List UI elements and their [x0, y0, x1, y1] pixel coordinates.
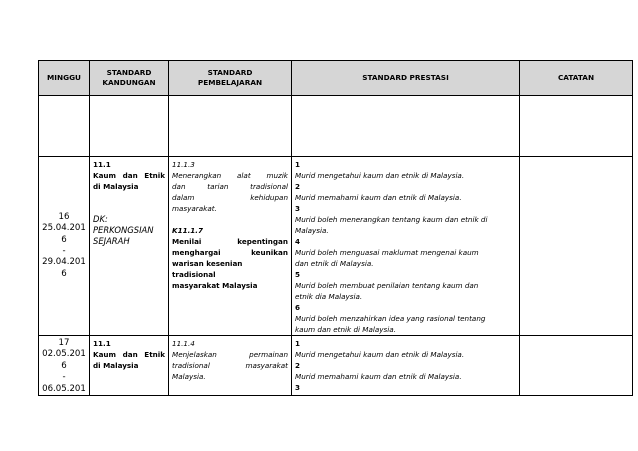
- week-17-line: 02.05.201: [42, 349, 86, 360]
- prestasi-desc: Murid mengetahui kaum dan etnik di Malaysia.: [295, 350, 465, 359]
- sk-title-word: Etnik: [144, 350, 165, 359]
- k-word: menghargai: [172, 248, 221, 257]
- header-sp-line-1: STANDARD: [207, 68, 253, 77]
- sp-cell-week-17: [169, 336, 292, 396]
- header-sk-line-2: KANDUNGAN: [102, 78, 156, 87]
- blank-cell-sp: [169, 96, 292, 157]
- week-16-line: 29.04.201: [42, 257, 86, 268]
- catatan-cell-week-16: [520, 157, 633, 336]
- sp-word: tradisional: [172, 361, 210, 370]
- sp-word: Menjelaskan: [172, 350, 217, 359]
- sp-word: Menerangkan: [172, 171, 222, 180]
- sp-word: muzik: [266, 171, 288, 180]
- sk-title-word: Etnik: [144, 171, 165, 180]
- header-standard-kandungan: [90, 61, 169, 96]
- prestasi-cell-week-16: [292, 157, 520, 336]
- prestasi-desc: etnik dia Malaysia.: [295, 292, 363, 301]
- prestasi-desc: Murid boleh menzahirkan idea yang rasional tentang: [295, 314, 486, 323]
- week-16-line: -: [62, 246, 66, 256]
- prestasi-desc: dan etnik di Malaysia.: [295, 259, 374, 268]
- prestasi-level: 3: [295, 383, 301, 392]
- prestasi-level: 6: [295, 303, 301, 312]
- sk-title-word: dan: [122, 350, 138, 359]
- rpt-sheet: [38, 60, 633, 396]
- sk-title-line-2: di Malaysia: [93, 361, 139, 370]
- header-sp-line-2: PEMBELAJARAN: [197, 78, 263, 87]
- week-17-line: -: [62, 372, 66, 383]
- header-sk-line-1: STANDARD: [106, 68, 152, 77]
- week-16-line: 16: [58, 211, 70, 222]
- sp-cell-week-16: [169, 157, 292, 336]
- rpt-table: [38, 60, 633, 396]
- blank-cell-sk: [90, 96, 169, 157]
- k-line: [172, 236, 288, 247]
- sp-word: dalam: [172, 193, 195, 202]
- sk-title-word: dan: [122, 171, 138, 180]
- prestasi-level: 2: [295, 361, 301, 370]
- prestasi-level: 1: [295, 160, 301, 169]
- sp-line: Malaysia.: [172, 372, 206, 381]
- sk-code: 11.1: [93, 160, 111, 169]
- blank-row: [39, 96, 633, 157]
- week-16-line: 6: [61, 268, 67, 279]
- sk-title-line-2: di Malaysia: [93, 182, 139, 191]
- sk-title-word: Kaum: [93, 350, 117, 359]
- sp-line: [172, 181, 288, 192]
- prestasi-desc: Murid memahami kaum dan etnik di Malaysia.: [295, 372, 462, 381]
- sk-code: 11.1: [93, 339, 111, 348]
- header-standard-pembelajaran: [169, 61, 292, 96]
- sk-title-word: Kaum: [93, 171, 117, 180]
- catatan-cell-week-17: [520, 336, 633, 396]
- week-17-line: 6: [61, 360, 67, 371]
- header-standard-prestasi: STANDARD PRESTASI: [292, 61, 520, 96]
- prestasi-desc: Murid mengetahui kaum dan etnik di Malaysia.: [295, 171, 465, 180]
- k-line: [172, 247, 288, 258]
- week-17-row: [39, 336, 633, 396]
- spacer: [172, 214, 288, 225]
- week-16-cell: [39, 157, 90, 336]
- sp-word: alat: [237, 171, 251, 180]
- sp-code: 11.1.3: [172, 160, 195, 169]
- week-17-line: 17: [58, 338, 70, 348]
- week-17-line: 06.05.201: [42, 383, 86, 394]
- header-minggu: MINGGU: [39, 61, 90, 96]
- prestasi-level: 4: [295, 237, 301, 246]
- k-word: keunikan: [251, 248, 288, 257]
- sp-word: tarian: [207, 182, 229, 191]
- sp-line: [172, 170, 288, 181]
- dk-value: SEJARAH: [93, 236, 130, 246]
- week-16-line: 25.04.201: [42, 223, 86, 234]
- sk-title-line-1: [93, 349, 165, 360]
- week-16-line: 6: [61, 234, 67, 245]
- header-catatan: CATATAN: [520, 61, 633, 96]
- blank-cell-prestasi: [292, 96, 520, 157]
- prestasi-level: 3: [295, 204, 301, 213]
- k-line: masyarakat Malaysia: [172, 281, 258, 290]
- sp-line: [172, 349, 288, 360]
- dk-value: PERKONGSIAN: [93, 225, 154, 235]
- prestasi-desc: Malaysia.: [295, 226, 329, 235]
- prestasi-level: 5: [295, 270, 301, 279]
- sp-word: kehidupan: [250, 193, 288, 202]
- prestasi-desc: Murid boleh membuat penilaian tentang kaum dan: [295, 281, 479, 290]
- sk-cell-week-17: [90, 336, 169, 396]
- sp-line: [172, 192, 288, 203]
- sp-word: permainan: [249, 350, 288, 359]
- k-word: kepentingan: [237, 237, 288, 246]
- blank-cell-catatan: [520, 96, 633, 157]
- k-code: K11.1.7: [172, 226, 204, 235]
- k-block: [172, 225, 288, 291]
- sp-word: tradisional: [250, 182, 288, 191]
- sp-line: [172, 360, 288, 371]
- sk-cell-week-16: [90, 157, 169, 336]
- week-16-row: [39, 157, 633, 336]
- week-17-cell: [39, 336, 90, 396]
- k-line: warisan kesenian tradisional: [172, 259, 243, 279]
- prestasi-cell-week-17: [292, 336, 520, 396]
- prestasi-desc: kaum dan etnik di Malaysia.: [295, 325, 396, 334]
- prestasi-desc: Murid memahami kaum dan etnik di Malaysia.: [295, 193, 462, 202]
- k-word: Menilai: [172, 237, 202, 246]
- prestasi-level: 2: [295, 182, 301, 191]
- blank-cell-minggu: [39, 96, 90, 157]
- dk-note: [93, 214, 165, 247]
- dk-label: DK:: [93, 214, 108, 224]
- prestasi-desc: Murid boleh menguasai maklumat mengenai kaum: [295, 248, 479, 257]
- sp-word: dan: [172, 182, 186, 191]
- prestasi-level: 1: [295, 339, 301, 348]
- sp-code: 11.1.4: [172, 339, 195, 348]
- prestasi-desc: Murid boleh menerangkan tentang kaum dan etnik di: [295, 215, 488, 224]
- sp-word: masyarakat: [245, 361, 288, 370]
- header-row: [39, 61, 633, 96]
- sp-line: masyarakat.: [172, 204, 217, 213]
- sk-title-line-1: [93, 170, 165, 181]
